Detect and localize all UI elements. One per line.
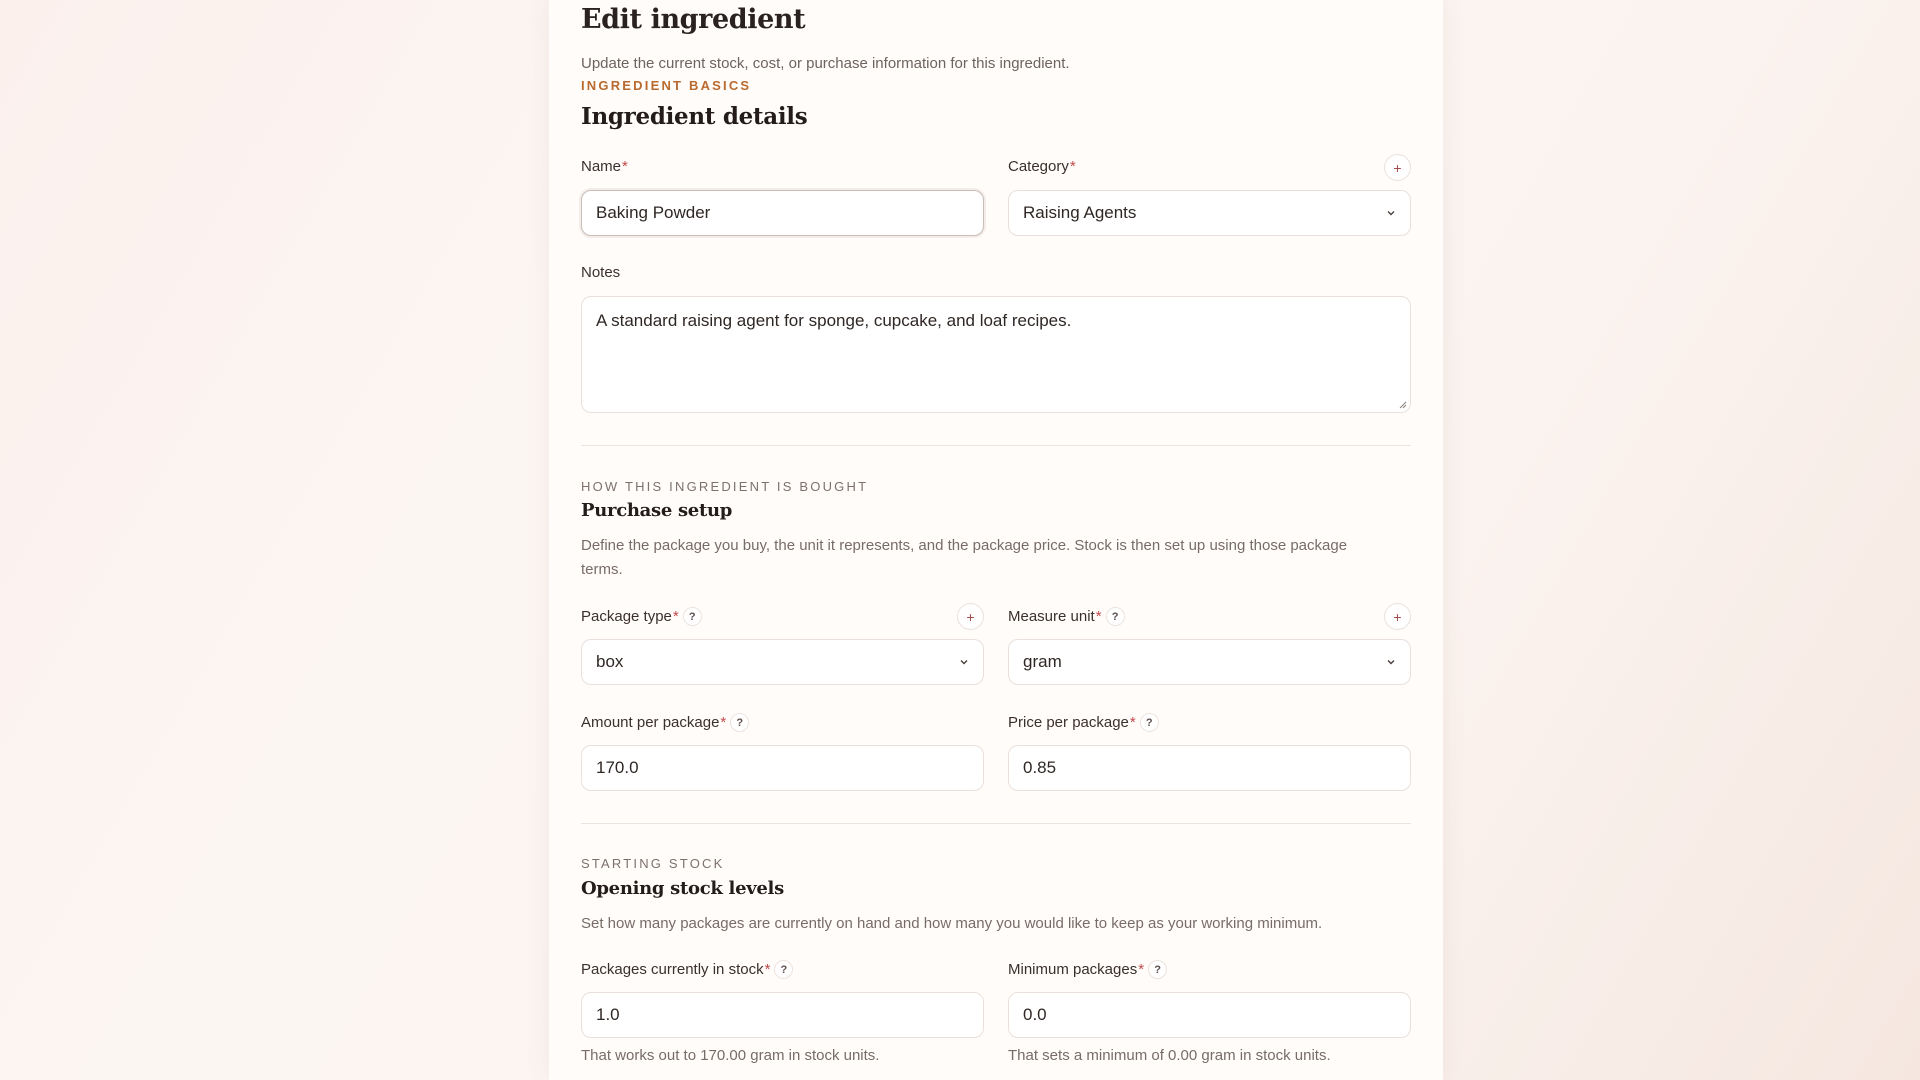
- amount-per-package-input[interactable]: 170.0: [581, 745, 984, 791]
- plus-icon: +: [1393, 608, 1402, 625]
- price-per-package-input[interactable]: 0.85: [1008, 745, 1411, 791]
- stock-section-title: Opening stock levels: [581, 878, 784, 899]
- required-mark: *: [764, 961, 771, 978]
- resize-handle-icon[interactable]: [1399, 401, 1407, 409]
- notes-textarea[interactable]: A standard raising agent for sponge, cupcake, and loaf recipes.: [581, 296, 1411, 413]
- minimum-packages-label: Minimum packages * ?: [1008, 960, 1167, 979]
- chevron-down-icon: [1386, 208, 1396, 218]
- basics-eyebrow: INGREDIENT BASICS: [581, 78, 752, 93]
- add-measure-unit-button[interactable]: [1384, 603, 1411, 630]
- required-mark: *: [622, 158, 628, 175]
- basics-section-title: Ingredient details: [581, 103, 808, 130]
- packages-in-stock-input[interactable]: 1.0: [581, 992, 984, 1038]
- help-icon[interactable]: ?: [1106, 607, 1125, 626]
- purchase-section-title: Purchase setup: [581, 500, 733, 521]
- help-icon[interactable]: ?: [1148, 960, 1167, 979]
- add-category-button[interactable]: [1384, 154, 1411, 181]
- required-mark: *: [1138, 961, 1145, 978]
- required-mark: *: [1095, 608, 1102, 625]
- section-divider: [581, 823, 1411, 824]
- packages-in-stock-label: Packages currently in stock * ?: [581, 960, 793, 979]
- add-package-type-button[interactable]: [957, 603, 984, 630]
- help-icon[interactable]: ?: [683, 607, 702, 626]
- package-type-label: Package type * ?: [581, 607, 702, 626]
- amount-per-package-label: Amount per package * ?: [581, 713, 749, 732]
- name-label: Name *: [581, 158, 628, 175]
- purchase-eyebrow: HOW THIS INGREDIENT IS BOUGHT: [581, 479, 869, 494]
- minimum-packages-input[interactable]: 0.0: [1008, 992, 1411, 1038]
- required-mark: *: [720, 714, 727, 731]
- package-type-select[interactable]: box: [581, 639, 984, 685]
- required-mark: *: [672, 608, 679, 625]
- stock-description: Set how many packages are currently on hand and how many you would like to keep as your working minimum.: [581, 915, 1323, 932]
- page-subtitle: Update the current stock, cost, or purchase information for this ingredient.: [581, 55, 1070, 72]
- measure-unit-select[interactable]: gram: [1008, 639, 1411, 685]
- page-title: Edit ingredient: [581, 4, 806, 35]
- plus-icon: +: [966, 608, 975, 625]
- plus-icon: +: [1393, 159, 1402, 176]
- chevron-down-icon: [1386, 657, 1396, 667]
- required-mark: *: [1069, 158, 1076, 175]
- measure-unit-label: Measure unit * ?: [1008, 607, 1125, 626]
- help-icon[interactable]: ?: [1140, 713, 1159, 732]
- required-mark: *: [1129, 714, 1136, 731]
- minimum-packages-hint: That sets a minimum of 0.00 gram in stock units.: [1008, 1047, 1331, 1064]
- help-icon[interactable]: ?: [774, 960, 793, 979]
- name-input[interactable]: Baking Powder: [581, 190, 984, 236]
- stock-eyebrow: STARTING STOCK: [581, 856, 725, 871]
- chevron-down-icon: [959, 657, 969, 667]
- packages-in-stock-hint: That works out to 170.00 gram in stock units.: [581, 1047, 880, 1064]
- notes-label: Notes: [581, 264, 621, 281]
- help-icon[interactable]: ?: [730, 713, 749, 732]
- category-select[interactable]: Raising Agents: [1008, 190, 1411, 236]
- category-label: Category *: [1008, 158, 1076, 175]
- edit-ingredient-card: [549, 0, 1443, 1080]
- purchase-description: Define the package you buy, the unit it represents, and the package price. Stock is then set up using those package terms.: [581, 537, 1348, 578]
- section-divider: [581, 445, 1411, 446]
- price-per-package-label: Price per package * ?: [1008, 713, 1159, 732]
